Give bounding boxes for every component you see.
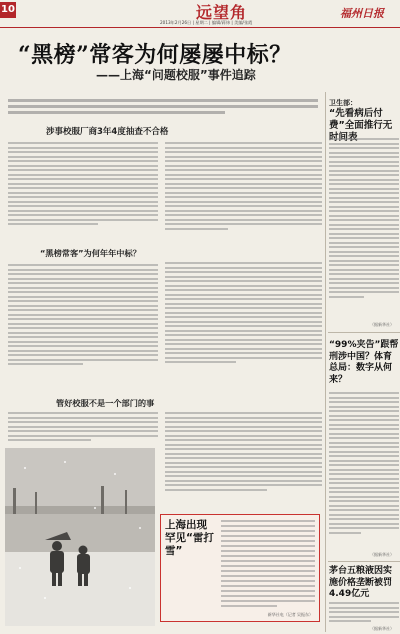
lead-paragraph [8, 99, 318, 117]
sidebar-separator [328, 561, 400, 562]
brief-headline: 上海出现罕见“雷打雪” [165, 519, 214, 557]
main-headline: “黑榜”常客为何屡屡中标？ [18, 42, 292, 68]
header-rule [0, 27, 400, 28]
sidebar-headline-1: “先看病后付费”全面推行无 [329, 108, 393, 131]
sidebar-credit-2: （据新华社） [370, 552, 394, 557]
sidebar-body-2 [329, 392, 399, 552]
newspaper-logo: 福州日报 [340, 7, 384, 20]
article-body-column-2 [165, 142, 322, 242]
sidebar-separator [328, 332, 400, 333]
news-brief-box [160, 514, 320, 622]
section-title: 远望角 [196, 3, 248, 22]
brief-body [221, 520, 315, 610]
page-header [0, 0, 400, 28]
column-divider [325, 92, 326, 632]
article-subhead-2: “黑榜常客”为何年年中标？ [40, 248, 141, 258]
sidebar-credit-3: （据新华社） [370, 626, 394, 631]
article-subhead-1: 涉事校服厂商3年4度抽查不合格 [46, 127, 169, 137]
sidebar-headline-3: 茅台五粮液因实施价格垄断被罚4.49亿元 [329, 566, 393, 599]
sidebar-kicker: 卫生部： [329, 99, 357, 107]
dateline: 2013年2月26日 | 星期二 | 编辑/蒋炜 | 美编/张霞 [160, 20, 253, 25]
news-photo-snow [5, 448, 155, 626]
article-body-column-2b [165, 262, 322, 376]
main-subheadline: ——上海“问题校服”事件追踪 [96, 68, 256, 82]
sidebar-body-1 [329, 138, 399, 318]
sidebar-headline-2: “99%夹告”跟帮刑涉中国？体育总局：数字从何来？ [329, 340, 399, 385]
brief-credit: 新华社电（记者 吴振东） [267, 612, 313, 617]
sidebar-body-3 [329, 602, 399, 624]
article-body-column-1c [8, 412, 158, 444]
page-number: 10 [0, 2, 16, 18]
article-subhead-3: 管好校服不是一个部门的事 [56, 398, 155, 408]
article-body-column-2c [165, 412, 322, 504]
sidebar-credit-1: （据新华社） [370, 322, 394, 327]
article-body-column-1b [8, 264, 158, 374]
article-body-column-1 [8, 142, 158, 232]
